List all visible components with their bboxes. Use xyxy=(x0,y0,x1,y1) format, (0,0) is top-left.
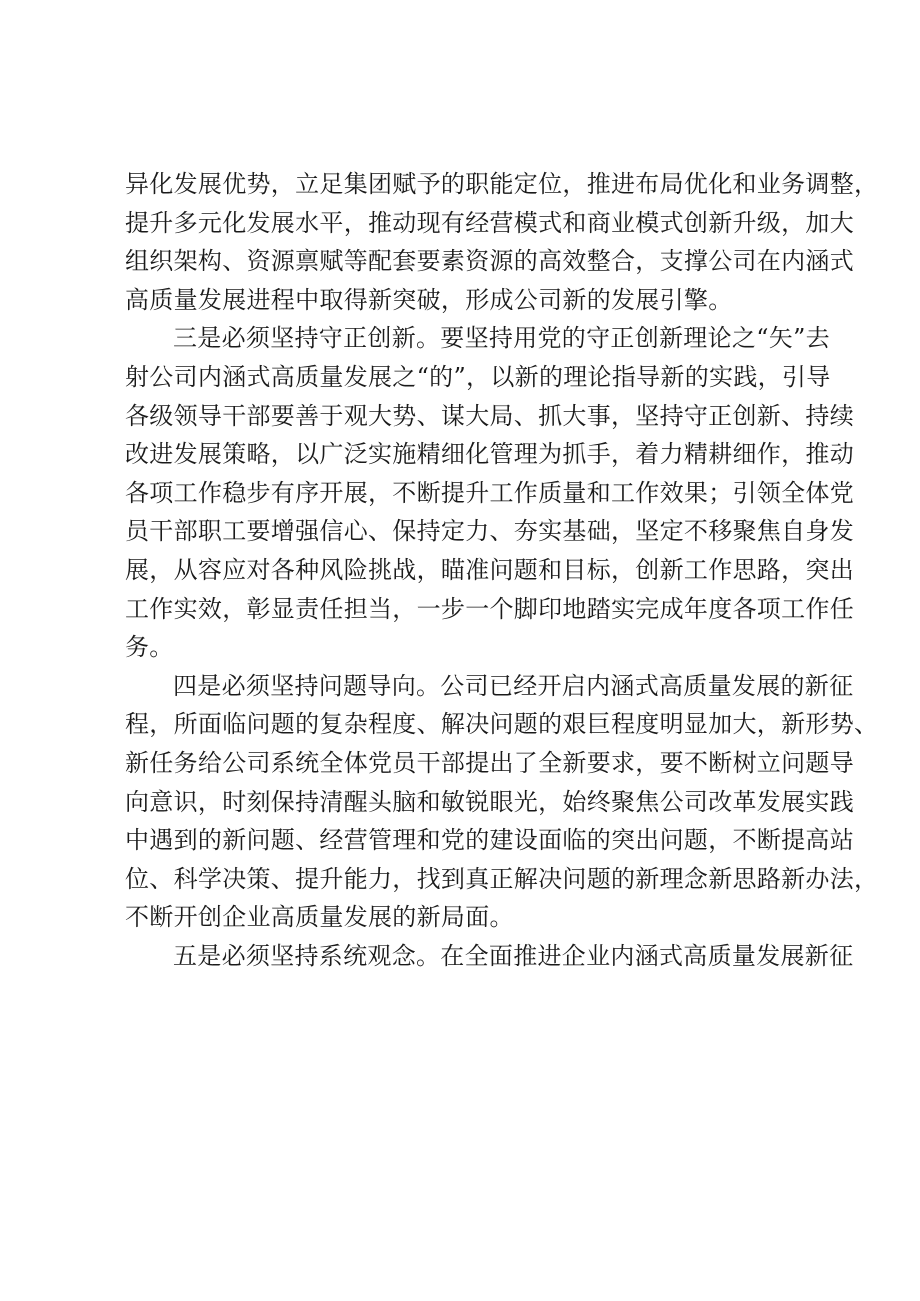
text-line: 不断开创企业高质量发展的新局面。 xyxy=(125,903,514,932)
text-line: 工作实效，彰显责任担当，一步一个脚印地踏实完成年度各项工作任 xyxy=(125,594,854,623)
text-line: 各级领导干部要善于观大势、谋大局、抓大事，坚持守正创新、持续 xyxy=(125,401,854,430)
text-line: 各项工作稳步有序开展，不断提升工作质量和工作效果；引领全体党 xyxy=(125,478,854,507)
text-line: 四是必须坚持问题导向。公司已经开启内涵式高质量发展的新征 xyxy=(173,671,854,700)
text-line: 新任务给公司系统全体党员干部提出了全新要求，要不断树立问题导 xyxy=(125,748,854,777)
text-line: 五是必须坚持系统观念。在全面推进企业内涵式高质量发展新征 xyxy=(173,941,854,970)
text-line: 异化发展优势，立足集团赋予的职能定位，推进布局优化和业务调整， xyxy=(125,170,879,198)
text-line: 位、科学决策、提升能力，找到真正解决问题的新理念新思路新办法， xyxy=(125,864,879,893)
text-line: 务。 xyxy=(125,633,174,662)
text-line: 向意识，时刻保持清醒头脑和敏锐眼光，始终聚焦公司改革发展实践 xyxy=(125,787,854,816)
text-line: 三是必须坚持守正创新。要坚持用党的守正创新理论之“矢”去 xyxy=(173,324,830,353)
text-line: 展，从容应对各种风险挑战，瞄准问题和目标，创新工作思路，突出 xyxy=(125,555,854,584)
paragraph xyxy=(125,319,854,666)
paragraph xyxy=(125,937,854,976)
text-line: 提升多元化发展水平，推动现有经营模式和商业模式创新升级，加大 xyxy=(125,208,854,237)
text-line: 高质量发展进程中取得新突破，形成公司新的发展引擎。 xyxy=(125,285,733,314)
text-line: 员干部职工要增强信心、保持定力、夯实基础，坚定不移聚焦自身发 xyxy=(125,517,854,546)
paragraph xyxy=(125,165,879,319)
paragraph xyxy=(125,667,879,937)
text-line: 组织架构、资源禀赋等配套要素资源的高效整合，支撑公司在内涵式 xyxy=(125,247,854,276)
text-line: 中遇到的新问题、经营管理和党的建设面临的突出问题，不断提高站 xyxy=(125,826,854,855)
text-line: 程，所面临问题的复杂程度、解决问题的艰巨程度明显加大，新形势、 xyxy=(125,710,879,739)
text-line: 改进发展策略，以广泛实施精细化管理为抓手，着力精耕细作，推动 xyxy=(125,440,854,469)
document-body xyxy=(125,165,879,975)
text-line: 射公司内涵式高质量发展之“的”，以新的理论指导新的实践，引导 xyxy=(125,362,831,391)
